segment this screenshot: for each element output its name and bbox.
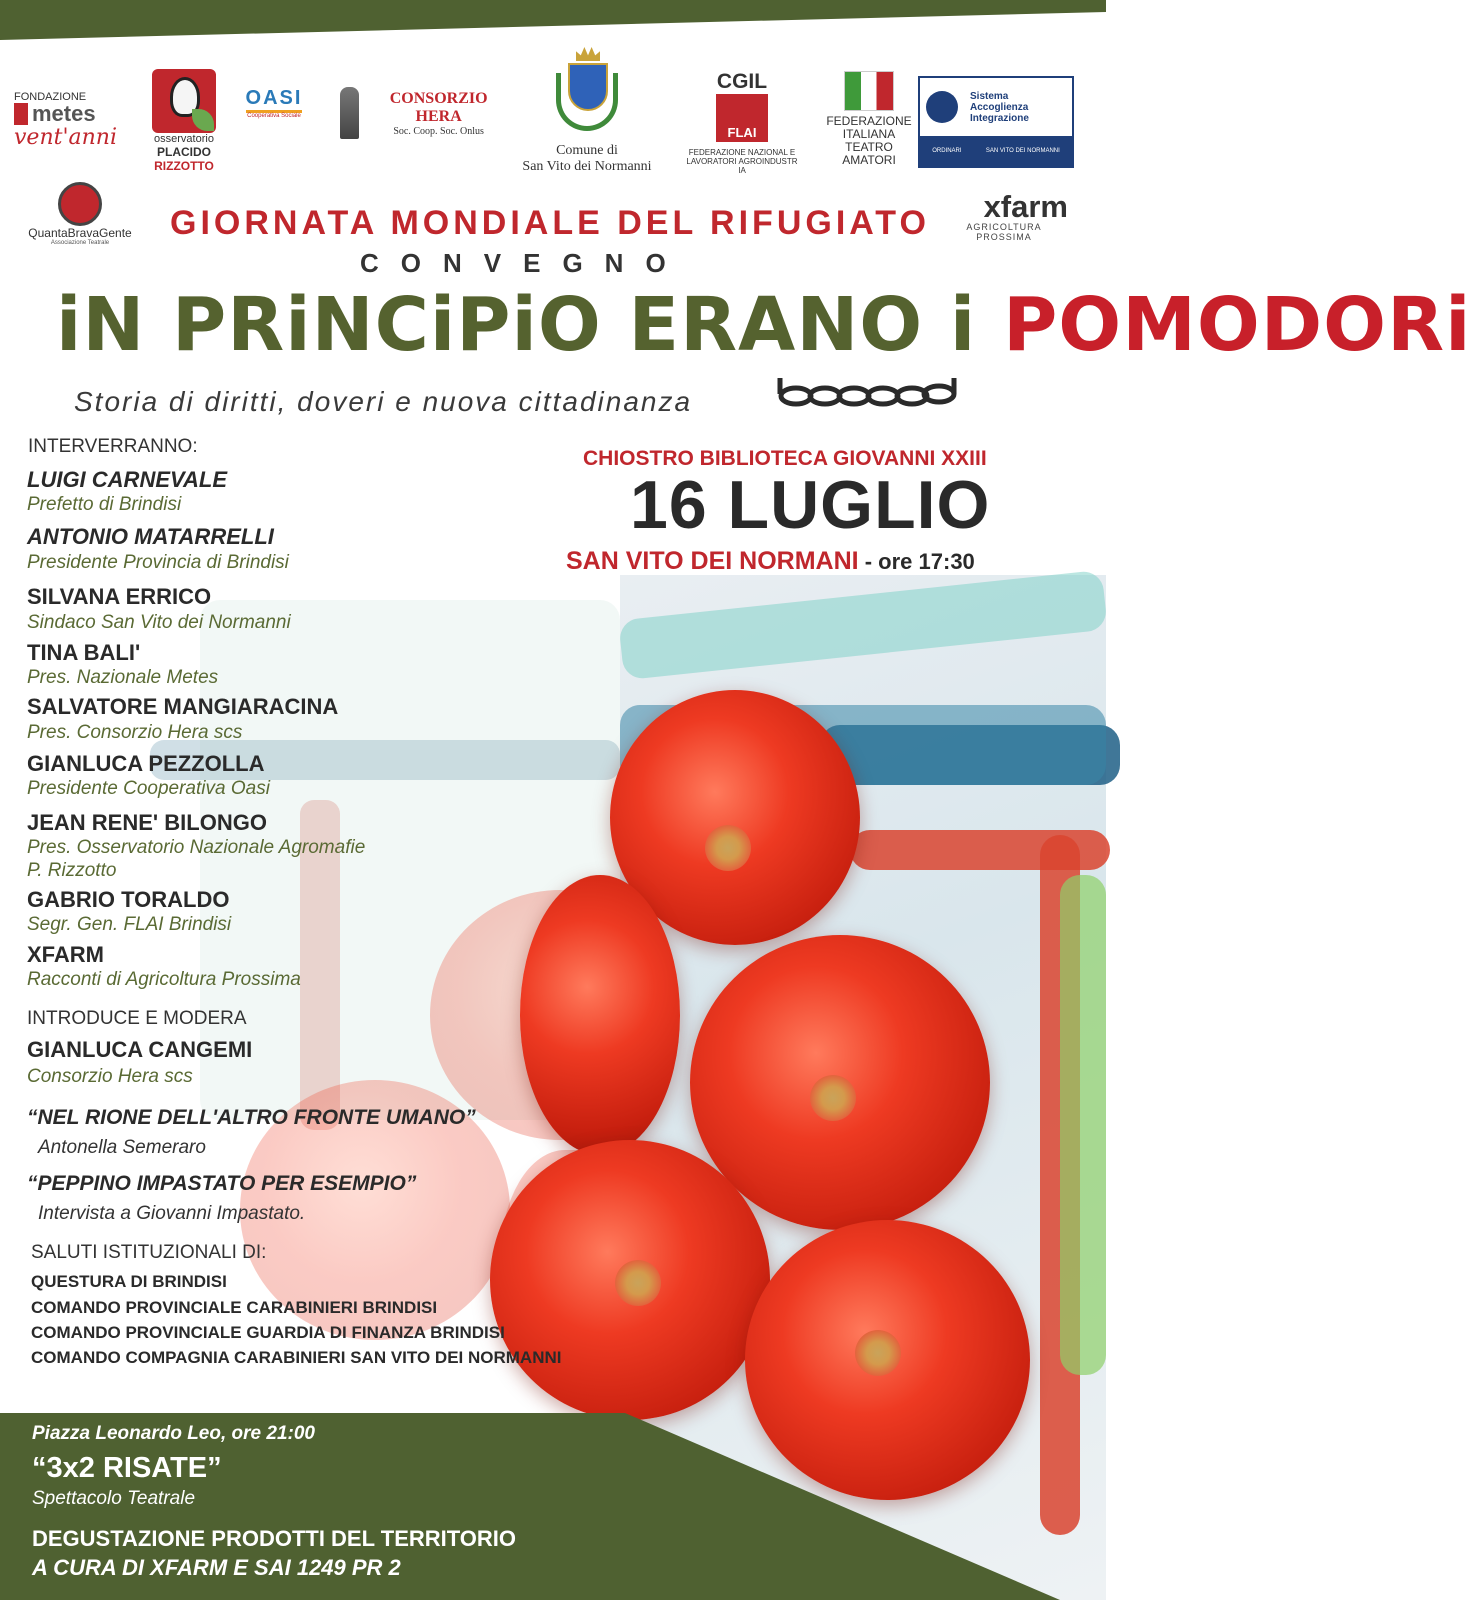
fita-logo bbox=[826, 66, 912, 172]
mask-icon bbox=[58, 182, 102, 226]
sai-line1: Sistema bbox=[970, 90, 1009, 102]
flai-badge: FLAI bbox=[716, 94, 768, 142]
comune-logo bbox=[508, 38, 666, 184]
comune-line2: San Vito dei Normanni bbox=[522, 159, 652, 174]
cgil-sub2: LAVORATORI AGROINDUSTR IA bbox=[686, 156, 798, 175]
sai-logo bbox=[918, 76, 1074, 168]
event-subtitle: Storia di diritti, doveri e nuova cittadinanza bbox=[74, 386, 693, 417]
oasi-logo bbox=[236, 78, 312, 128]
speaker-name: TINA BALI' bbox=[27, 640, 141, 665]
speaker-name: SILVANA ERRICO bbox=[27, 584, 212, 609]
talk-author: Intervista a Giovanni Impastato. bbox=[38, 1203, 306, 1224]
coat-of-arms-icon bbox=[552, 47, 622, 143]
institution: COMANDO COMPAGNIA CARABINIERI SAN VITO DEI NORMANNI bbox=[31, 1348, 562, 1367]
event-place bbox=[566, 547, 975, 576]
hera-logo bbox=[340, 86, 510, 140]
talk-title: “NEL RIONE DELL'ALTRO FRONTE UMANO” bbox=[27, 1106, 476, 1129]
talk-author: Antonella Semeraro bbox=[38, 1137, 206, 1158]
comune-line1: Comune di bbox=[556, 143, 618, 158]
speaker-name: SALVATORE MANGIARACINA bbox=[27, 694, 339, 719]
speaker-role-line2: P. Rizzotto bbox=[27, 860, 117, 881]
show-title: “3x2 RISATE” bbox=[32, 1452, 222, 1484]
moderator-role: Consorzio Hera scs bbox=[27, 1066, 193, 1087]
rizzotto-line1: osservatorio bbox=[154, 133, 214, 145]
rizzotto-logo bbox=[148, 68, 220, 174]
evening-location: Piazza Leonardo Leo, ore 21:00 bbox=[32, 1423, 315, 1444]
speaker-name: GABRIO TORALDO bbox=[27, 887, 230, 912]
xfarm-logo bbox=[940, 189, 1068, 242]
oasi-name: OASI bbox=[246, 87, 303, 113]
portrait-icon bbox=[152, 69, 216, 133]
fita-line1: FEDERAZIONE bbox=[826, 114, 912, 128]
cgil-name: CGIL bbox=[716, 69, 768, 93]
venue: CHIOSTRO BIBLIOTECA GIOVANNI XXIII bbox=[583, 447, 987, 470]
event-title bbox=[56, 282, 1471, 368]
institution: QUESTURA DI BRINDISI bbox=[31, 1272, 227, 1291]
quanta-name: QuantaBravaGente bbox=[28, 226, 132, 240]
metes-logo bbox=[14, 80, 126, 160]
event-date: 16 LUGLIO bbox=[630, 467, 991, 543]
chain-icon bbox=[778, 364, 958, 408]
event-name: GIORNATA MONDIALE DEL RIFUGIATO bbox=[170, 204, 930, 242]
speaker-role: Pres. Nazionale Metes bbox=[27, 667, 219, 688]
metes-logo-line3: vent'anni bbox=[14, 124, 117, 150]
sai-circle-icon bbox=[926, 91, 958, 123]
quanta-sub: Associazione Teatrale bbox=[50, 240, 110, 246]
cgil-sub1: FEDERAZIONE NAZIONAL E bbox=[688, 147, 796, 157]
moderator-name: GIANLUCA CANGEMI bbox=[27, 1037, 253, 1062]
speaker-role: Segr. Gen. FLAI Brindisi bbox=[27, 914, 232, 935]
speaker-role: Pres. Consorzio Hera scs bbox=[27, 722, 243, 743]
fita-flag-icon bbox=[844, 71, 894, 111]
oasi-sub: Cooperativa Sociale bbox=[247, 113, 301, 119]
talk-title: “PEPPINO IMPASTATO PER ESEMPIO” bbox=[27, 1172, 417, 1195]
fita-line2: ITALIANA bbox=[842, 127, 896, 141]
metes-logo-line2: metes bbox=[14, 103, 96, 125]
greetings-heading: SALUTI ISTITUZIONALI DI: bbox=[31, 1242, 267, 1263]
rizzotto-line3: RIZZOTTO bbox=[154, 159, 214, 173]
speaker-role: Racconti di Agricoltura Prossima bbox=[27, 969, 301, 990]
cgil-flai-logo bbox=[682, 66, 802, 178]
speaker-role: Prefetto di Brindisi bbox=[27, 494, 182, 515]
metes-logo-line1: FONDAZIONE bbox=[14, 90, 87, 103]
moderator-heading: INTRODUCE E MODERA bbox=[27, 1008, 247, 1029]
sai-line2: Accoglienza bbox=[970, 101, 1029, 113]
statue-icon bbox=[340, 87, 359, 139]
event-type: CONVEGNO bbox=[360, 248, 688, 278]
institution: COMANDO PROVINCIALE GUARDIA DI FINANZA BRINDISI bbox=[31, 1323, 505, 1342]
xfarm-sub: AGRICOLTURA PROSSIMA bbox=[966, 222, 1042, 242]
speaker-name: XFARM bbox=[27, 942, 104, 967]
speaker-role: Presidente Cooperativa Oasi bbox=[27, 778, 270, 799]
xfarm-name: xfarm bbox=[983, 189, 1068, 224]
speaker-name: GIANLUCA PEZZOLLA bbox=[27, 751, 265, 776]
speaker-name: LUIGI CARNEVALE bbox=[27, 467, 228, 492]
speaker-role: Pres. Osservatorio Nazionale Agromafie bbox=[27, 837, 366, 858]
place-name: SAN VITO DEI NORMANI bbox=[566, 547, 859, 575]
speaker-name: JEAN RENE' BILONGO bbox=[27, 810, 267, 835]
quanta-brava-gente-logo bbox=[22, 176, 138, 252]
hera-name: CONSORZIO HERA bbox=[389, 89, 488, 125]
rizzotto-line2: PLACIDO bbox=[157, 145, 211, 159]
fita-line4: AMATORI bbox=[842, 153, 896, 167]
tasting-line2: A CURA DI XFARM E SAI 1249 PR 2 bbox=[32, 1555, 401, 1580]
institution: COMANDO PROVINCIALE CARABINIERI BRINDISI bbox=[31, 1298, 438, 1317]
speaker-role: Presidente Provincia di Brindisi bbox=[27, 552, 289, 573]
speaker-name: ANTONIO MATARRELLI bbox=[27, 524, 274, 549]
fita-line3: TEATRO bbox=[845, 140, 893, 154]
hera-sub: Soc. Coop. Soc. Onlus bbox=[393, 125, 484, 137]
speakers-heading: INTERVERRANNO: bbox=[28, 436, 198, 457]
sai-foot2: SAN VITO DEI NORMANNI bbox=[985, 148, 1060, 154]
show-type: Spettacolo Teatrale bbox=[32, 1488, 196, 1509]
sai-foot1: ORDINARI bbox=[932, 148, 962, 154]
event-time: - ore 17:30 bbox=[858, 549, 975, 574]
sai-line3: Integrazione bbox=[970, 112, 1029, 124]
tasting-line1: DEGUSTAZIONE PRODOTTI DEL TERRITORIO bbox=[32, 1526, 517, 1551]
speaker-role: Sindaco San Vito dei Normanni bbox=[27, 612, 291, 633]
title-part2: POMODORi bbox=[1003, 282, 1471, 368]
top-band bbox=[0, 0, 1106, 40]
title-part1: iN PRiNCiPiO ERANO i bbox=[56, 282, 1004, 368]
